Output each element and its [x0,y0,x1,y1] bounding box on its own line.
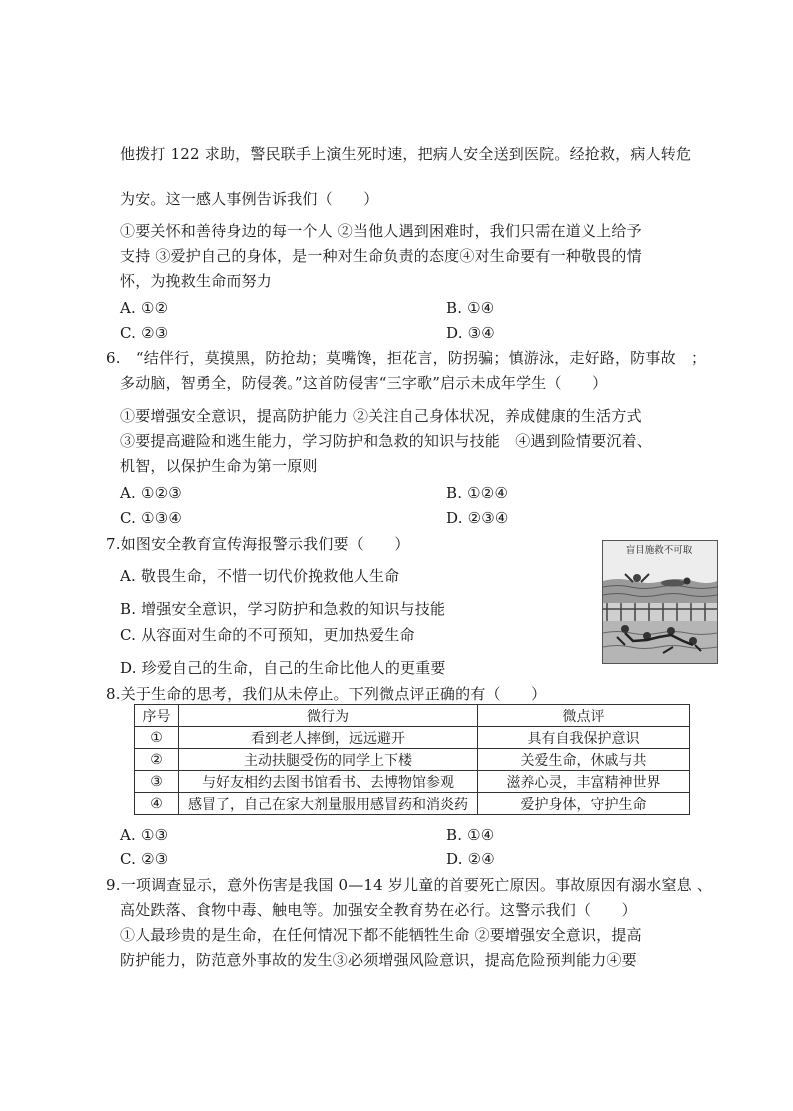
table-row [135,727,690,749]
row-comment: 具有自我保护意识 [478,727,690,749]
q5-statement-line2: 支持 ③爱护自己的身体，是一种对生命负责的态度④对生命要有一种敬畏的情 [120,247,642,265]
q5-option-b: B. ①④ [446,299,495,317]
q6-option-d: D. ②③④ [446,509,509,527]
row-comment: 关爱生命，休戚与共 [478,749,690,771]
header-index: 序号 [135,705,179,727]
q5-option-c: C. ②③ [120,324,169,342]
row-comment: 爱护身体，守护生命 [478,793,690,815]
row-behavior: 感冒了，自己在家大剂量服用感冒药和消炎药 [179,793,478,815]
q7-option-b: B. 增强安全意识，学习防护和急救的知识与技能 [120,600,446,618]
q8-option-b: B. ①④ [446,826,495,844]
q7-stem: 7.如图安全教育宣传海报警示我们要（ ） [106,535,410,553]
row-index: ③ [135,771,179,793]
row-behavior: 与好友相约去图书馆看书、去博物馆参观 [179,771,478,793]
row-index: ② [135,749,179,771]
q5-stem-line1: 他拨打 122 求助，警民联手上演生死时速，把病人安全送到医院。经抢救，病人转危 [120,145,692,163]
table-header-row [135,705,690,727]
q5-stem-line2: 为安。这一感人事例告诉我们（ ） [120,190,379,208]
table-row [135,793,690,815]
q6-stem-line2: 多动脑，智勇全，防侵袭。”这首防侵害“三字歌”启示未成年学生（ ） [120,374,608,392]
q6-stem-line1: 6. “结伴行，莫摸黑，防抢劫；莫嘴馋，拒花言，防拐骗；慎游泳，走好路，防事故 ； [106,349,707,367]
poster-title: 盲目施救不可取 [625,545,693,556]
q6-option-b: B. ①②④ [446,484,509,502]
q7-option-c: C. 从容面对生命的不可预知，更加热爱生命 [120,626,415,644]
safety-poster-image [602,540,718,664]
q6-option-c: C. ①③④ [120,509,183,527]
header-behavior: 微行为 [179,705,478,727]
q6-option-a: A. ①②③ [120,484,182,502]
q9-stem-line2: 高处跌落、食物中毒、触电等。加强安全教育势在必行。这警示我们（ ） [120,901,637,919]
row-behavior: 看到老人摔倒，远远避开 [179,727,478,749]
row-behavior: 主动扶腿受伤的同学上下楼 [179,749,478,771]
rescue-scene-illustration [603,541,717,663]
q8-stem: 8.关于生命的思考，我们从未停止。下列微点评正确的有（ ） [106,685,547,703]
q5-option-d: D. ③④ [446,324,495,342]
q6-statement-line2: ③要提高避险和逃生能力，学习防护和急救的知识与技能 ④遇到险情要沉着、 [120,432,653,450]
row-index: ① [135,727,179,749]
q7-option-d: D. 珍爱自己的生命，自己的生命比他人的更重要 [120,659,446,677]
q8-option-c: C. ②③ [120,850,169,868]
q5-statement-line1: ①要关怀和善待身边的每一个人 ②当他人遇到困难时，我们只需在道义上给予 [120,222,642,240]
q7-option-a: A. 敬畏生命，不惜一切代价挽救他人生命 [120,567,400,585]
row-index: ④ [135,793,179,815]
row-comment: 滋养心灵，丰富精神世界 [478,771,690,793]
q8-option-d: D. ②④ [446,850,495,868]
q5-option-a: A. ①② [120,299,169,317]
q9-stem-line1: 9.一项调查显示，意外伤害是我国 0—14 岁儿童的首要死亡原因。事故原因有溺水窒息 、 [106,876,713,894]
q6-statement-line1: ①要增强安全意识，提高防护能力 ②关注自己身体状况，养成健康的生活方式 [120,407,642,425]
q9-statement-line1: ①人最珍贵的是生命，在任何情况下都不能牺牲生命 ②要增强安全意识，提高 [120,926,642,944]
q6-statement-line3: 机智，以保护生命为第一原则 [120,457,318,475]
q9-statement-line2: 防护能力，防范意外事故的发生③必须增强风险意识，提高危险预判能力④要 [120,951,637,969]
q5-statement-line3: 怀，为挽救生命而努力 [120,272,273,290]
header-comment: 微点评 [478,705,690,727]
table-row [135,749,690,771]
q8-option-a: A. ①③ [120,826,169,844]
table-row [135,771,690,793]
micro-comment-table [134,704,690,815]
